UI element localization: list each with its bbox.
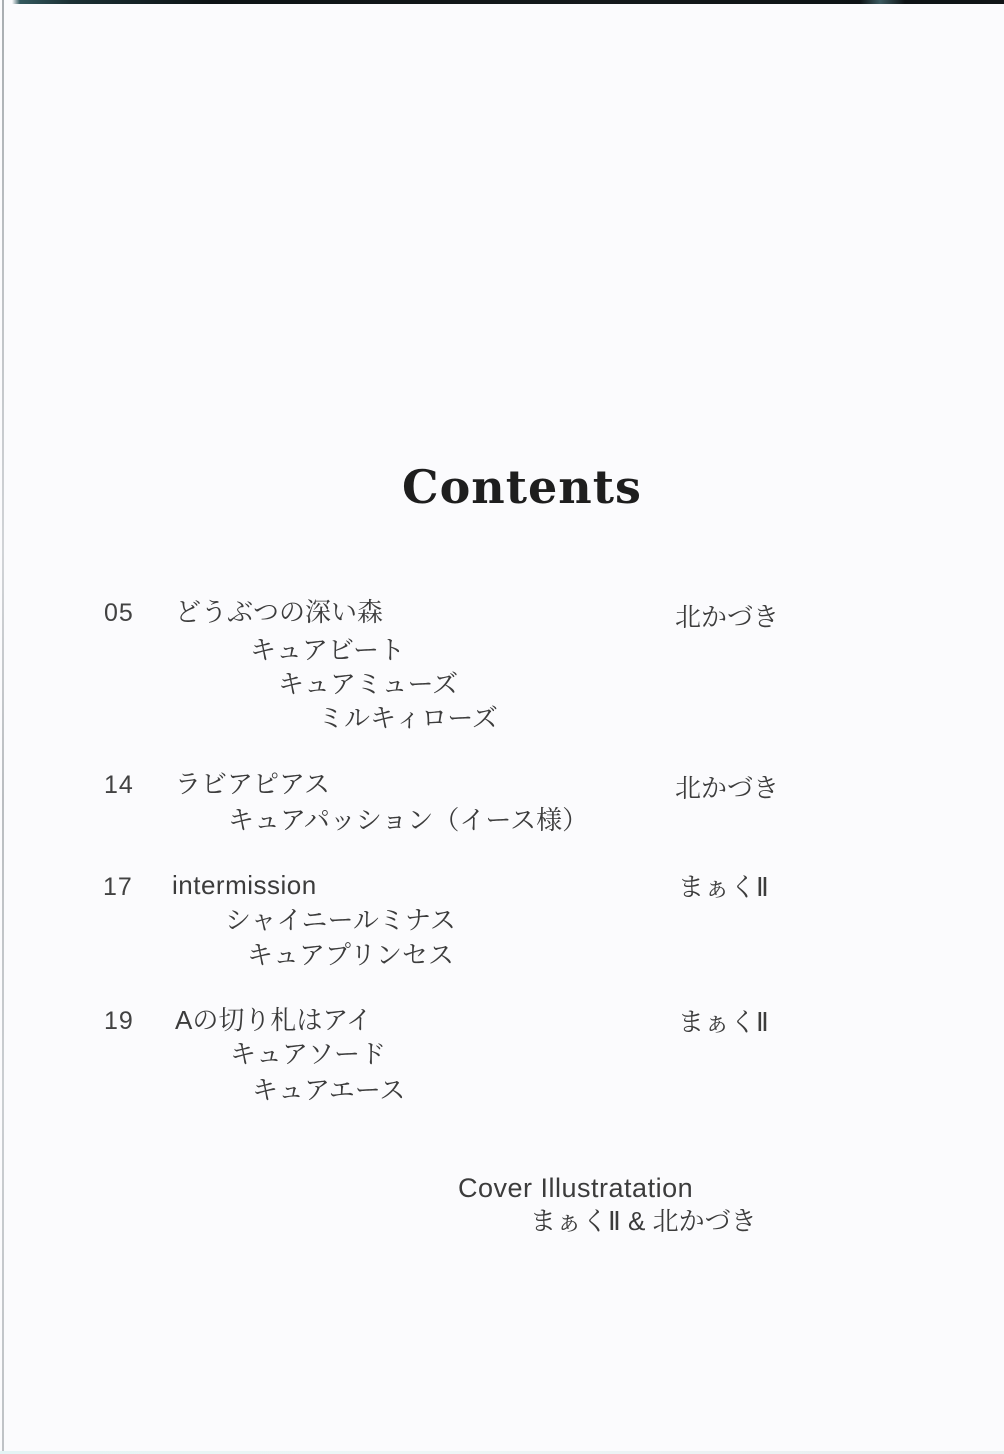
entry-4-character-2: キュアエース <box>252 1075 406 1105</box>
entry-1-page-number: 05 <box>104 599 134 627</box>
entry-3-character-1: シャイニールミナス <box>225 905 456 935</box>
entry-1-title: どうぶつの深い森 <box>175 597 384 627</box>
entry-4-page-number: 19 <box>104 1007 134 1035</box>
entry-4-title: Aの切り札はアイ <box>175 1005 373 1035</box>
entry-1-character-2: キュアミューズ <box>278 669 459 699</box>
scan-left-edge-artifact <box>2 0 4 1454</box>
entry-3-page-number: 17 <box>103 873 133 901</box>
entry-3-character-2: キュアプリンセス <box>247 940 454 970</box>
entry-2-author: 北かづき <box>675 773 780 803</box>
scan-top-edge-artifact <box>0 0 1004 4</box>
entry-1-author: 北かづき <box>675 602 780 632</box>
entry-2-title: ラビアピアス <box>175 769 330 799</box>
entry-4-author: まぁくⅡ <box>678 1007 769 1037</box>
entry-3-title: intermission <box>172 870 317 900</box>
entry-1-character-3: ミルキィローズ <box>318 703 498 733</box>
page-title: Contents <box>402 460 642 514</box>
entry-4-character-1: キュアソード <box>230 1039 387 1069</box>
entry-2-character-1: キュアパッション（イース様） <box>228 805 589 835</box>
cover-illustration-credit: まぁくⅡ & 北かづき <box>530 1206 757 1236</box>
cover-illustration-label: Cover Illustratation <box>458 1173 694 1203</box>
entry-3-author: まぁくⅡ <box>678 872 769 902</box>
entry-1-character-1: キュアビート <box>250 635 405 665</box>
entry-2-page-number: 14 <box>104 771 134 799</box>
